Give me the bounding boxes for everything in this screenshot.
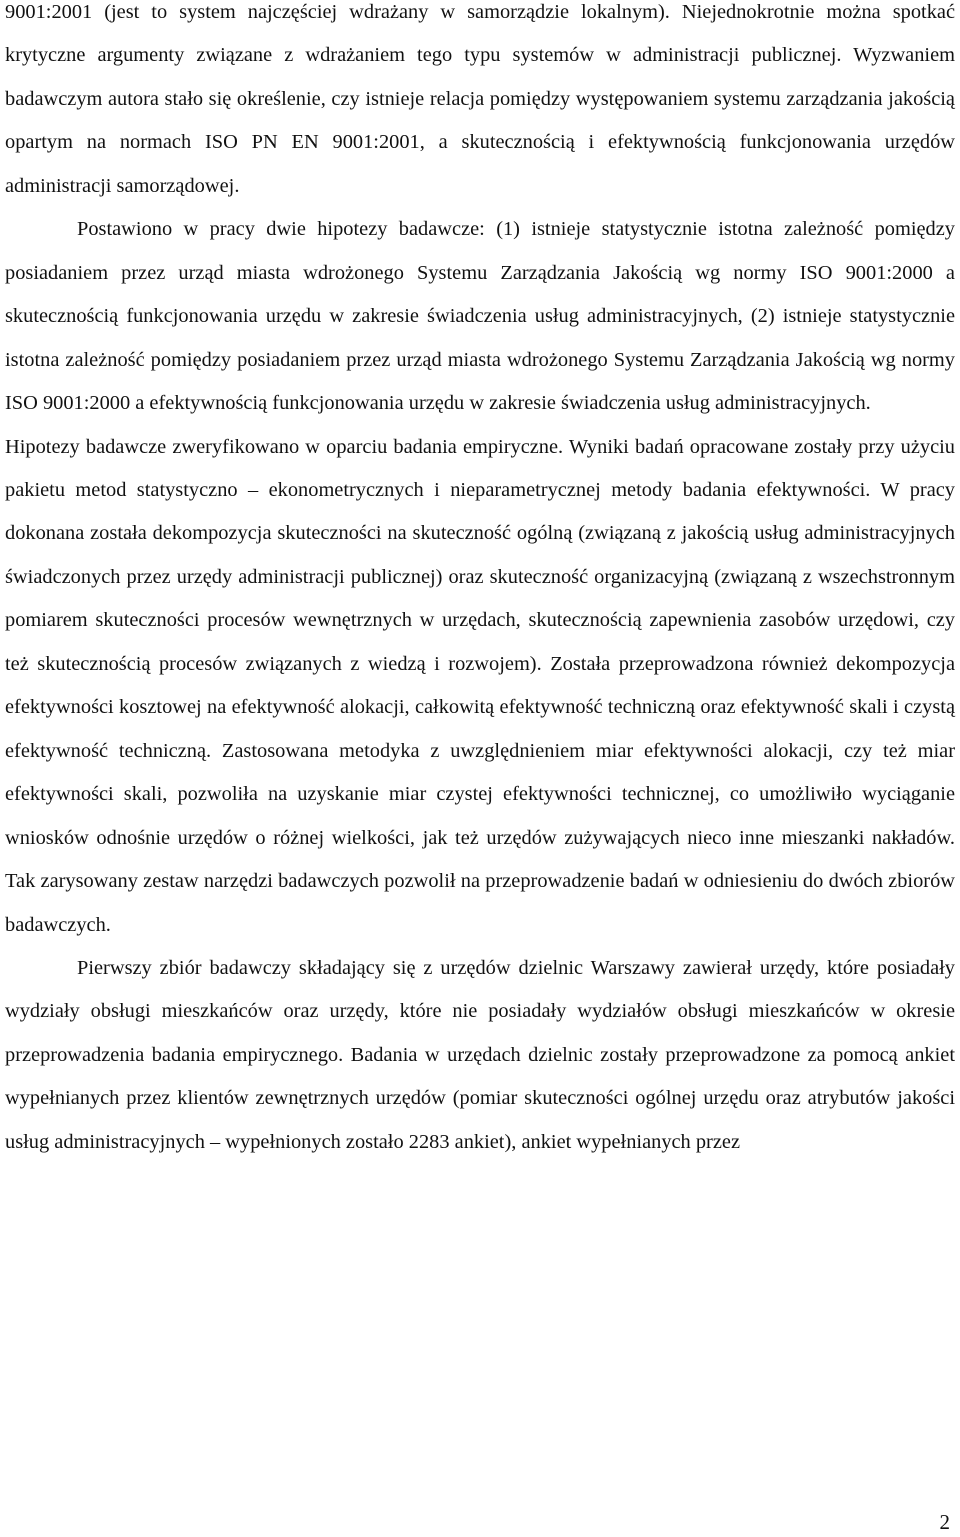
page-number: 2 xyxy=(939,1510,950,1534)
paragraph-hypotheses: Postawiono w pracy dwie hipotezy badawcze: (1) istnieje statystycznie istotna zależność pomiędzy posiadaniem przez urząd miasta wdrożonego Systemu Zarządzania Jakością wg normy ISO 9001:2000 a skutecznością funkcjonowania urzędu w zakresie świadczenia usług administracyjnych, (2) istnieje statystycznie istotna zależność pomiędzy posiadaniem przez urząd miasta wdrożonego Systemu Zarządzania Jakością wg normy ISO 9001:2000 a efektywnością funkcjonowania urzędu w zakresie świadczenia usług administracyjnych. xyxy=(5,218,955,415)
paragraph-intro: 9001:2001 (jest to system najczęściej wdrażany w samorządzie lokalnym). Niejednokrotnie można spotkać krytyczne argumenty związane z wdrażaniem tego typu systemów w administracji publicznej. Wyzwaniem badawczym autora stało się określenie, czy istnieje relacja pomiędzy występowaniem systemu zarządzania jakością opartym na normach ISO PN EN 9001:2001, a skutecznością i efektywnością funkcjonowania urzędów administracji samorządowej. xyxy=(5,1,955,197)
paragraph-first-research-set: Pierwszy zbiór badawczy składający się z urzędów dzielnic Warszawy zawierał urzędy, które posiadały wydziały obsługi mieszkańców oraz urzędy, które nie posiadały wydziałów obsługi mieszkańców w okresie przeprowadzenia badania empirycznego. Badania w urzędach dzielnic zostały przeprowadzone za pomocą ankiet wypełnianych przez klientów zewnętrznych urzędów (pomiar skuteczności ogólnej urzędu oraz atrybutów jakości usług administracyjnych – wypełnionych zostało 2283 ankiet), ankiet wypełnianych przez xyxy=(5,956,955,1153)
paragraph-methods: Hipotezy badawcze zweryfikowano w oparciu badania empiryczne. Wyniki badań opracowane zostały przy użyciu pakietu metod statystyczno – ekonometrycznych i nieparametrycznej metody badania efektywności. W pracy dokonana została dekompozycja skuteczności na skuteczność ogólną (związaną z jakością usług administracyjnych świadczonych przez urzędy administracji publicznej) oraz skuteczność organizacyjną (związaną z wszechstronnym pomiarem skuteczności procesów wewnętrznych w urzędach, skutecznością zapewnienia zasobów urzędowi, czy też skutecznością procesów związanych z wiedzą i rozwojem). Została przeprowadzona również dekompozycja efektywności kosztowej na efektywność alokacji, całkowitą efektywność techniczną oraz efektywność skali i czystą efektywność techniczną. Zastosowana metodyka z uwzględnieniem miar efektywności alokacji, czy też miar efektywności skali, pozwoliła na uzyskanie miar czystej efektywności technicznej, co umożliwiło wyciąganie wniosków odnośnie urzędów o różnej wielkości, jak też urzędów zużywających nieco inne mieszanki nakładów. Tak zarysowany zestaw narzędzi badawczych pozwolił na przeprowadzenie badań w odniesieniu do dwóch zbiorów badawczych. xyxy=(5,435,955,936)
document-body xyxy=(5,0,955,1164)
